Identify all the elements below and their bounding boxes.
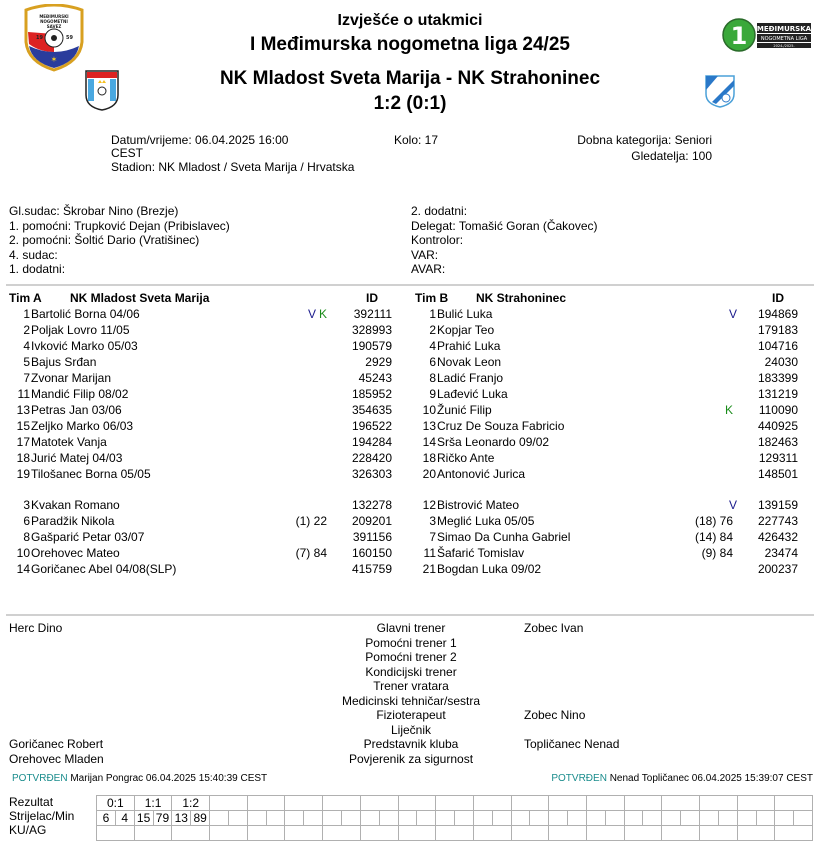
player-row bbox=[406, 354, 806, 370]
player-row bbox=[406, 370, 806, 386]
divider bbox=[6, 614, 814, 616]
player-id: 23474 bbox=[764, 546, 798, 560]
player-number: 18 bbox=[16, 451, 30, 465]
player-name: Zvonar Marijan bbox=[31, 371, 112, 385]
ku-ag-cell bbox=[624, 826, 662, 841]
player-id: 110090 bbox=[758, 403, 798, 417]
divider bbox=[6, 284, 814, 286]
result-cell bbox=[624, 796, 662, 811]
player-row bbox=[0, 354, 400, 370]
scorer-cell bbox=[624, 811, 643, 826]
player-row bbox=[406, 418, 806, 434]
player-number: 17 bbox=[16, 435, 30, 449]
player-row bbox=[406, 306, 806, 322]
ku-ag-cell bbox=[134, 826, 172, 841]
scorer-cell bbox=[643, 811, 662, 826]
player-number: 6 bbox=[23, 514, 30, 528]
svg-text:19: 19 bbox=[36, 35, 43, 41]
scorer-cell bbox=[341, 811, 360, 826]
player-id: 179183 bbox=[757, 323, 798, 337]
result-cell: 0:1 bbox=[97, 796, 135, 811]
player-id: 354635 bbox=[351, 403, 392, 417]
result-cell bbox=[247, 796, 285, 811]
scorer-cell: 89 bbox=[191, 811, 210, 826]
scorer-cell: 6 bbox=[97, 811, 116, 826]
result-cell bbox=[436, 796, 474, 811]
player-id: 440925 bbox=[757, 419, 798, 433]
player-name: Srša Leonardo 09/02 bbox=[437, 435, 550, 449]
player-row bbox=[406, 529, 806, 545]
player-name: Mandić Filip 08/02 bbox=[31, 387, 129, 401]
result-cell bbox=[549, 796, 587, 811]
player-row bbox=[0, 370, 400, 386]
player-id: 326303 bbox=[351, 467, 392, 481]
result-cell bbox=[473, 796, 511, 811]
player-number: 3 bbox=[429, 514, 436, 528]
scorer-cell bbox=[718, 811, 737, 826]
player-number: 6 bbox=[429, 355, 436, 369]
player-name: Prahić Luka bbox=[437, 339, 501, 353]
player-number: 4 bbox=[429, 339, 436, 353]
svg-text:SAVEZ: SAVEZ bbox=[46, 24, 62, 29]
away-confirmed-status: POTVRĐEN bbox=[551, 773, 607, 784]
ku-ag-cell bbox=[473, 826, 511, 841]
official-avar: AVAR: bbox=[411, 262, 446, 276]
svg-text:MEĐIMURSKI: MEĐIMURSKI bbox=[39, 14, 69, 19]
player-name: Bulić Luka bbox=[437, 307, 493, 321]
player-id: 200237 bbox=[757, 562, 798, 576]
player-id: 183399 bbox=[757, 371, 798, 385]
player-number: 20 bbox=[422, 467, 436, 481]
team-b-id-header: ID bbox=[772, 291, 784, 305]
staff-role: Fizioterapeut bbox=[376, 708, 446, 722]
away-staff-name: Zobec Nino bbox=[524, 708, 586, 722]
scorer-cell bbox=[775, 811, 794, 826]
player-name: Poljak Lovro 11/05 bbox=[31, 323, 130, 337]
staff-role: Medicinski tehničar/sestra bbox=[341, 693, 481, 708]
player-number: 18 bbox=[422, 451, 436, 465]
age-category: Dobna kategorija: Seniori bbox=[577, 133, 712, 147]
ku-ag-cell bbox=[285, 826, 323, 841]
player-row bbox=[0, 338, 400, 354]
match-timezone: CEST bbox=[111, 146, 144, 160]
staff-role: Kondicijski trener bbox=[365, 664, 457, 679]
player-name: Žunić Filip bbox=[437, 403, 492, 417]
scorer-cell bbox=[323, 811, 342, 826]
match-score: 1:2 (0:1) bbox=[373, 93, 447, 114]
ku-ag-cell bbox=[247, 826, 285, 841]
team-a-label: Tim A bbox=[9, 291, 42, 305]
grid-label-result: Rezultat bbox=[9, 795, 54, 809]
player-number: 8 bbox=[429, 371, 436, 385]
scorer-cell bbox=[568, 811, 587, 826]
ku-ag-cell bbox=[398, 826, 436, 841]
staff-role: Povjerenik za sigurnost bbox=[348, 751, 474, 766]
player-id: 426432 bbox=[757, 530, 798, 544]
team-a-name: NK Mladost Sveta Marija bbox=[70, 291, 210, 305]
player-name: Lađević Luka bbox=[437, 387, 508, 401]
scorer-cell bbox=[436, 811, 455, 826]
home-staff-name: Goričanec Robert bbox=[9, 737, 104, 751]
scorer-cell bbox=[700, 811, 719, 826]
player-sub: (18) 76 bbox=[694, 514, 733, 528]
home-staff-name: Orehovec Mladen bbox=[9, 751, 104, 766]
player-name: Kvakan Romano bbox=[31, 498, 120, 512]
player-name: Paradžik Nikola bbox=[31, 514, 115, 528]
player-name: Simao Da Cunha Gabriel bbox=[437, 530, 571, 544]
ku-ag-cell bbox=[737, 826, 775, 841]
svg-text:NOGOMETNI: NOGOMETNI bbox=[40, 19, 68, 24]
captain-marker: V bbox=[308, 307, 317, 321]
player-number: 5 bbox=[23, 355, 30, 369]
player-name: Zeljko Marko 06/03 bbox=[31, 419, 134, 433]
result-cell bbox=[360, 796, 398, 811]
officials-left bbox=[9, 204, 230, 277]
staff-role: Liječnik bbox=[390, 722, 432, 737]
grid-label-scorer: Strijelac/Min bbox=[9, 809, 75, 823]
player-row bbox=[406, 322, 806, 338]
player-name: Meglić Luka 05/05 bbox=[437, 514, 535, 528]
player-id: 196522 bbox=[351, 419, 392, 433]
scorer-cell: 13 bbox=[172, 811, 191, 826]
scorer-cell bbox=[210, 811, 229, 826]
player-sub: (9) 84 bbox=[701, 546, 733, 560]
scorer-cell bbox=[360, 811, 379, 826]
player-name: Bistrović Mateo bbox=[437, 498, 520, 512]
player-row bbox=[406, 434, 806, 450]
player-id: 129311 bbox=[758, 451, 798, 465]
result-cell bbox=[511, 796, 549, 811]
player-number: 12 bbox=[422, 498, 436, 512]
team-b-name: NK Strahoninec bbox=[476, 291, 567, 305]
scorer-cell bbox=[549, 811, 568, 826]
player-id: 2929 bbox=[365, 355, 392, 369]
player-row bbox=[0, 450, 400, 466]
ku-ag-cell bbox=[172, 826, 210, 841]
captain-marker: V bbox=[729, 498, 738, 512]
player-number: 14 bbox=[422, 435, 436, 449]
match-datetime: Datum/vrijeme: 06.04.2025 16:00 bbox=[111, 133, 289, 147]
scorer-cell bbox=[266, 811, 285, 826]
staff-role: Pomoćni trener 2 bbox=[365, 650, 457, 664]
result-cell bbox=[285, 796, 323, 811]
player-sub: (14) 84 bbox=[694, 530, 733, 544]
official-delegate: Delegat: Tomašić Goran (Čakovec) bbox=[411, 218, 598, 233]
player-name: Ivković Marko 05/03 bbox=[31, 339, 138, 353]
result-cell bbox=[210, 796, 248, 811]
player-id: 194284 bbox=[351, 435, 392, 449]
scorer-cell bbox=[417, 811, 436, 826]
scorer-cell bbox=[455, 811, 474, 826]
result-cell bbox=[737, 796, 775, 811]
home-confirmed-by: Marijan Pongrac 06.04.2025 15:40:39 CEST bbox=[70, 773, 268, 784]
svg-text:✶: ✶ bbox=[50, 55, 58, 64]
goalkeeper-marker: K bbox=[725, 403, 734, 417]
scorer-cell bbox=[737, 811, 756, 826]
player-name: Gašparić Petar 03/07 bbox=[31, 530, 145, 544]
player-id: 45243 bbox=[358, 371, 392, 385]
player-id: 415759 bbox=[351, 562, 392, 576]
player-number: 14 bbox=[16, 562, 30, 576]
captain-marker: V bbox=[729, 307, 738, 321]
player-number: 3 bbox=[23, 498, 30, 512]
player-name: Ladić Franjo bbox=[437, 371, 504, 385]
player-name: Bajus Srđan bbox=[31, 355, 97, 369]
svg-text:MEĐIMURSKA: MEĐIMURSKA bbox=[756, 25, 812, 33]
player-name: Cruz De Souza Fabricio bbox=[437, 419, 565, 433]
scorer-cell bbox=[304, 811, 323, 826]
svg-text:59: 59 bbox=[66, 35, 73, 41]
scorer-cell bbox=[511, 811, 530, 826]
player-row bbox=[0, 561, 400, 577]
scorer-cell bbox=[605, 811, 624, 826]
player-id: 209201 bbox=[351, 514, 392, 528]
scorer-cell bbox=[586, 811, 605, 826]
player-id: 391156 bbox=[352, 530, 392, 544]
official-assistant-2: 2. pomoćni: Šoltić Dario (Vratišinec) bbox=[9, 233, 200, 247]
player-id: 24030 bbox=[764, 355, 798, 369]
player-row bbox=[0, 306, 400, 322]
scorer-cell bbox=[530, 811, 549, 826]
player-number: 4 bbox=[23, 339, 30, 353]
player-row bbox=[0, 434, 400, 450]
result-cell bbox=[323, 796, 361, 811]
scorer-cell bbox=[662, 811, 681, 826]
player-name: Bartolić Borna 04/06 bbox=[31, 307, 140, 321]
player-number: 1 bbox=[23, 307, 30, 321]
player-row bbox=[406, 386, 806, 402]
player-row bbox=[0, 402, 400, 418]
ku-ag-cell bbox=[662, 826, 700, 841]
player-row bbox=[0, 497, 400, 513]
player-number: 7 bbox=[23, 371, 30, 385]
home-staff-name: Herc Dino bbox=[9, 621, 63, 635]
player-row bbox=[406, 338, 806, 354]
player-row bbox=[0, 418, 400, 434]
player-id: 148501 bbox=[757, 467, 798, 481]
score-grid bbox=[96, 795, 813, 841]
scorer-cell bbox=[379, 811, 398, 826]
player-number: 10 bbox=[422, 403, 436, 417]
player-row bbox=[0, 513, 400, 529]
official-fourth: 4. sudac: bbox=[9, 247, 58, 262]
scorer-cell bbox=[681, 811, 700, 826]
svg-text:NOGOMETNA LIGA: NOGOMETNA LIGA bbox=[760, 36, 808, 42]
scorer-cell: 4 bbox=[115, 811, 134, 826]
official-assistant-1: 1. pomoćni: Trupković Dejan (Pribislavec) bbox=[9, 218, 230, 233]
scorer-cell bbox=[756, 811, 775, 826]
ku-ag-cell bbox=[775, 826, 813, 841]
player-number: 11 bbox=[423, 546, 436, 560]
attendance: Gledatelja: 100 bbox=[631, 149, 712, 163]
result-cell: 1:1 bbox=[134, 796, 172, 811]
result-cell bbox=[775, 796, 813, 811]
player-number: 8 bbox=[23, 530, 30, 544]
ku-ag-cell bbox=[360, 826, 398, 841]
player-number: 10 bbox=[16, 546, 30, 560]
scorer-cell: 15 bbox=[134, 811, 153, 826]
player-number: 2 bbox=[23, 323, 30, 337]
player-id: 132278 bbox=[351, 498, 392, 512]
scorer-cell: 79 bbox=[153, 811, 172, 826]
official-additional-1: 1. dodatni: bbox=[9, 262, 66, 276]
player-id: 190579 bbox=[351, 339, 392, 353]
grid-label-ku-ag: KU/AG bbox=[9, 823, 47, 837]
player-number: 1 bbox=[429, 307, 436, 321]
player-id: 104716 bbox=[757, 339, 798, 353]
official-var: VAR: bbox=[411, 247, 439, 262]
player-row bbox=[406, 497, 806, 513]
away-staff-name: Topličanec Nenad bbox=[524, 737, 620, 751]
player-number: 11 bbox=[17, 387, 30, 401]
player-row bbox=[0, 529, 400, 545]
ku-ag-cell bbox=[700, 826, 738, 841]
player-number: 15 bbox=[16, 419, 30, 433]
ku-ag-cell bbox=[436, 826, 474, 841]
ku-ag-cell bbox=[511, 826, 549, 841]
away-staff-name: Zobec Ivan bbox=[524, 621, 584, 635]
player-name: Jurić Matej 04/03 bbox=[31, 451, 123, 465]
scorer-cell bbox=[247, 811, 266, 826]
player-number: 2 bbox=[429, 323, 436, 337]
player-number: 13 bbox=[16, 403, 30, 417]
svg-text:1: 1 bbox=[730, 22, 748, 50]
result-cell: 1:2 bbox=[172, 796, 210, 811]
team-a-id-header: ID bbox=[366, 291, 378, 305]
home-confirmation bbox=[12, 773, 267, 784]
result-cell bbox=[398, 796, 436, 811]
league-title: I Međimurska nogometna liga 24/25 bbox=[250, 34, 570, 55]
player-number: 7 bbox=[429, 530, 436, 544]
player-id: 194869 bbox=[757, 307, 798, 321]
player-number: 9 bbox=[429, 387, 436, 401]
scorer-cell bbox=[285, 811, 304, 826]
player-name: Ričko Ante bbox=[437, 451, 495, 465]
ku-ag-cell bbox=[549, 826, 587, 841]
player-name: Petras Jan 03/06 bbox=[31, 403, 122, 417]
official-additional-2: 2. dodatni: bbox=[411, 204, 468, 218]
player-sub: (1) 22 bbox=[295, 514, 327, 528]
player-id: 131219 bbox=[757, 387, 798, 401]
svg-text:2024./2025.: 2024./2025. bbox=[773, 44, 795, 48]
result-cell bbox=[586, 796, 624, 811]
player-name: Tilošanec Borna 05/05 bbox=[31, 467, 151, 481]
match-stadium: Stadion: NK Mladost / Sveta Marija / Hrvatska bbox=[111, 160, 355, 174]
staff-role: Glavni trener bbox=[376, 621, 446, 635]
match-round: Kolo: 17 bbox=[394, 133, 439, 147]
player-row bbox=[406, 402, 806, 418]
result-cell bbox=[662, 796, 700, 811]
player-name: Matotek Vanja bbox=[31, 435, 107, 449]
scorer-cell bbox=[228, 811, 247, 826]
player-name: Kopjar Teo bbox=[437, 323, 495, 337]
ku-ag-cell bbox=[97, 826, 135, 841]
player-row bbox=[0, 466, 400, 482]
player-name: Bogdan Luka 09/02 bbox=[437, 562, 542, 576]
scorer-cell bbox=[473, 811, 492, 826]
player-sub: (7) 84 bbox=[295, 546, 327, 560]
home-confirmed-status: POTVRĐEN bbox=[12, 773, 68, 784]
player-row bbox=[406, 545, 806, 561]
ku-ag-cell bbox=[323, 826, 361, 841]
official-referee: Gl.sudac: Škrobar Nino (Brezje) bbox=[9, 204, 179, 218]
player-id: 160150 bbox=[351, 546, 392, 560]
away-confirmation bbox=[551, 773, 813, 784]
player-name: Novak Leon bbox=[437, 355, 502, 369]
goalkeeper-marker: K bbox=[319, 307, 328, 321]
player-name: Orehovec Mateo bbox=[31, 546, 120, 560]
match-title: NK Mladost Sveta Marija - NK Strahoninec bbox=[219, 68, 601, 89]
staff-role: Trener vratara bbox=[373, 679, 449, 693]
officials-right bbox=[411, 204, 598, 277]
player-id: 392111 bbox=[353, 307, 392, 321]
player-row bbox=[0, 545, 400, 561]
player-row bbox=[406, 513, 806, 529]
report-title: Izvješće o utakmici bbox=[337, 12, 483, 29]
player-row bbox=[0, 322, 400, 338]
ku-ag-cell bbox=[586, 826, 624, 841]
player-number: 21 bbox=[422, 562, 436, 576]
player-id: 185952 bbox=[351, 387, 392, 401]
scorer-cell bbox=[492, 811, 511, 826]
player-row bbox=[0, 386, 400, 402]
player-number: 19 bbox=[16, 467, 30, 481]
team-b-label: Tim B bbox=[415, 291, 449, 305]
scorer-cell bbox=[794, 811, 813, 826]
staff-role: Predstavnik kluba bbox=[363, 737, 459, 751]
player-id: 228420 bbox=[351, 451, 392, 465]
player-number: 13 bbox=[422, 419, 436, 433]
away-confirmed-by: Nenad Topličanec 06.04.2025 15:39:07 CEST bbox=[609, 773, 813, 784]
player-row bbox=[406, 466, 806, 482]
player-id: 227743 bbox=[757, 514, 798, 528]
player-id: 139159 bbox=[757, 498, 798, 512]
player-name: Šafarić Tomislav bbox=[437, 546, 525, 560]
player-id: 328993 bbox=[351, 323, 392, 337]
staff-role: Pomoćni trener 1 bbox=[365, 635, 457, 650]
official-controller: Kontrolor: bbox=[411, 233, 464, 247]
player-id: 182463 bbox=[757, 435, 798, 449]
player-row bbox=[406, 450, 806, 466]
player-name: Goričanec Abel 04/08(SLP) bbox=[31, 562, 177, 576]
scorer-cell bbox=[398, 811, 417, 826]
ku-ag-cell bbox=[210, 826, 248, 841]
result-cell bbox=[700, 796, 738, 811]
player-name: Antonović Jurica bbox=[437, 467, 526, 481]
player-row bbox=[406, 561, 806, 577]
